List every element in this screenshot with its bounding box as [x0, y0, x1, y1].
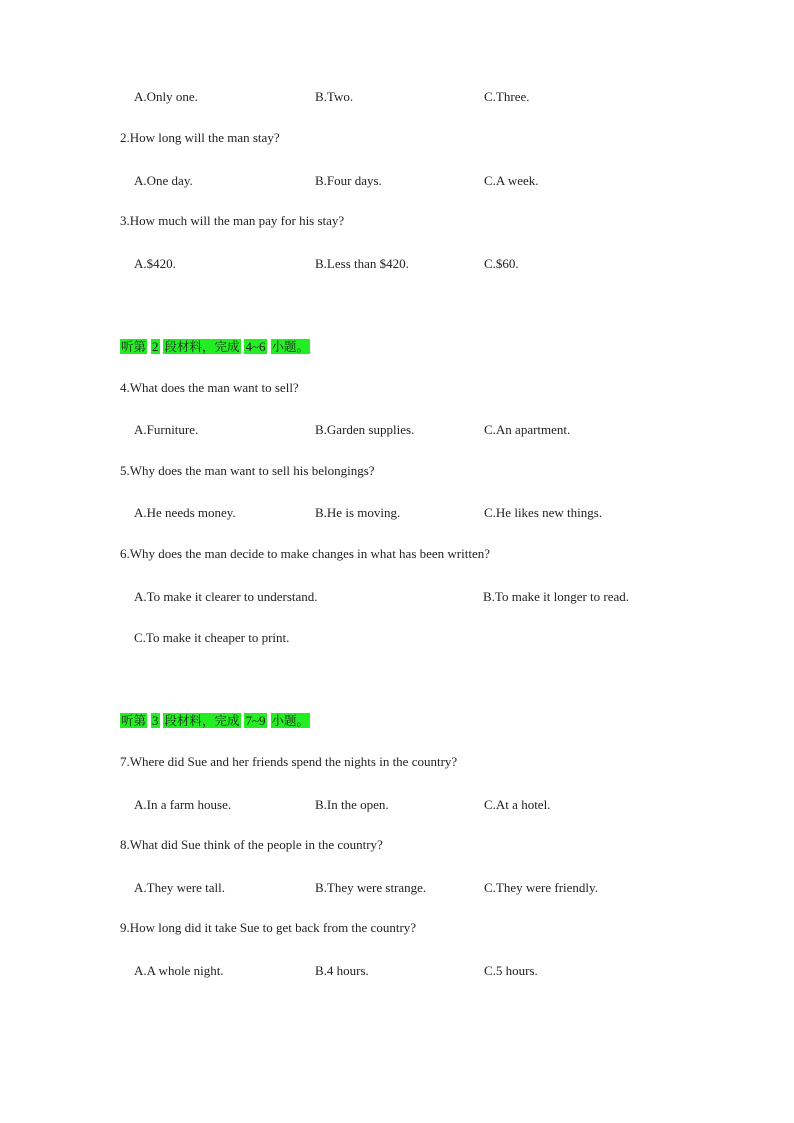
section-2-heading [120, 339, 310, 355]
section-2-range: 4~6 [245, 339, 266, 354]
option-a: A.Furniture. [134, 422, 199, 437]
option-a: A.In a farm house. [134, 797, 232, 812]
option-c: C.An apartment. [484, 422, 571, 437]
option-b: B.They were strange. [315, 880, 427, 895]
question-6: 6.Why does the man decide to make changes in what has been written? [120, 546, 491, 561]
option-c: C.Three. [484, 89, 530, 104]
option-b: B.Four days. [315, 173, 382, 188]
question-2: 2.How long will the man stay? [120, 130, 280, 145]
option-c: C.A week. [484, 173, 539, 188]
section-3-heading-prefix: 听第 [121, 713, 147, 728]
section-2-number: 2 [152, 339, 159, 354]
section-2-heading-suffix: 小题。 [271, 339, 310, 354]
option-c: C.At a hotel. [484, 797, 551, 812]
section-2-heading-prefix: 听第 [121, 339, 147, 354]
question-4: 4.What does the man want to sell? [120, 380, 299, 395]
section-3-heading [120, 713, 310, 729]
option-b: B.Less than $420. [315, 256, 409, 271]
question-3: 3.How much will the man pay for his stay? [120, 213, 345, 228]
question-9: 9.How long did it take Sue to get back from the country? [120, 920, 417, 935]
option-b: B.In the open. [315, 797, 389, 812]
section-2-heading-middle: 段材料，完成 [164, 339, 240, 354]
option-a: A.$420. [134, 256, 176, 271]
question-5: 5.Why does the man want to sell his belongings? [120, 463, 375, 478]
option-c: C.5 hours. [484, 963, 538, 978]
option-a: A.They were tall. [134, 880, 225, 895]
option-a: A.He needs money. [134, 505, 236, 520]
option-c: C.$60. [484, 256, 519, 271]
option-c: C.To make it cheaper to print. [134, 630, 290, 645]
section-3-range: 7~9 [245, 713, 266, 728]
option-c: C.He likes new things. [484, 505, 603, 520]
question-8: 8.What did Sue think of the people in the country? [120, 837, 383, 852]
option-b: B.Two. [315, 89, 354, 104]
option-a: A.To make it clearer to understand. [134, 589, 318, 604]
section-3-heading-suffix: 小题。 [271, 713, 310, 728]
option-a: A.Only one. [134, 89, 198, 104]
section-3-number: 3 [152, 713, 159, 728]
option-b: B.4 hours. [315, 963, 369, 978]
option-b: B.He is moving. [315, 505, 401, 520]
question-7: 7.Where did Sue and her friends spend the nights in the country? [120, 754, 458, 769]
section-3-heading-middle: 段材料，完成 [164, 713, 240, 728]
option-a: A.One day. [134, 173, 193, 188]
option-c: C.They were friendly. [484, 880, 598, 895]
option-b: B.To make it longer to read. [483, 589, 630, 604]
option-a: A.A whole night. [134, 963, 224, 978]
option-b: B.Garden supplies. [315, 422, 415, 437]
